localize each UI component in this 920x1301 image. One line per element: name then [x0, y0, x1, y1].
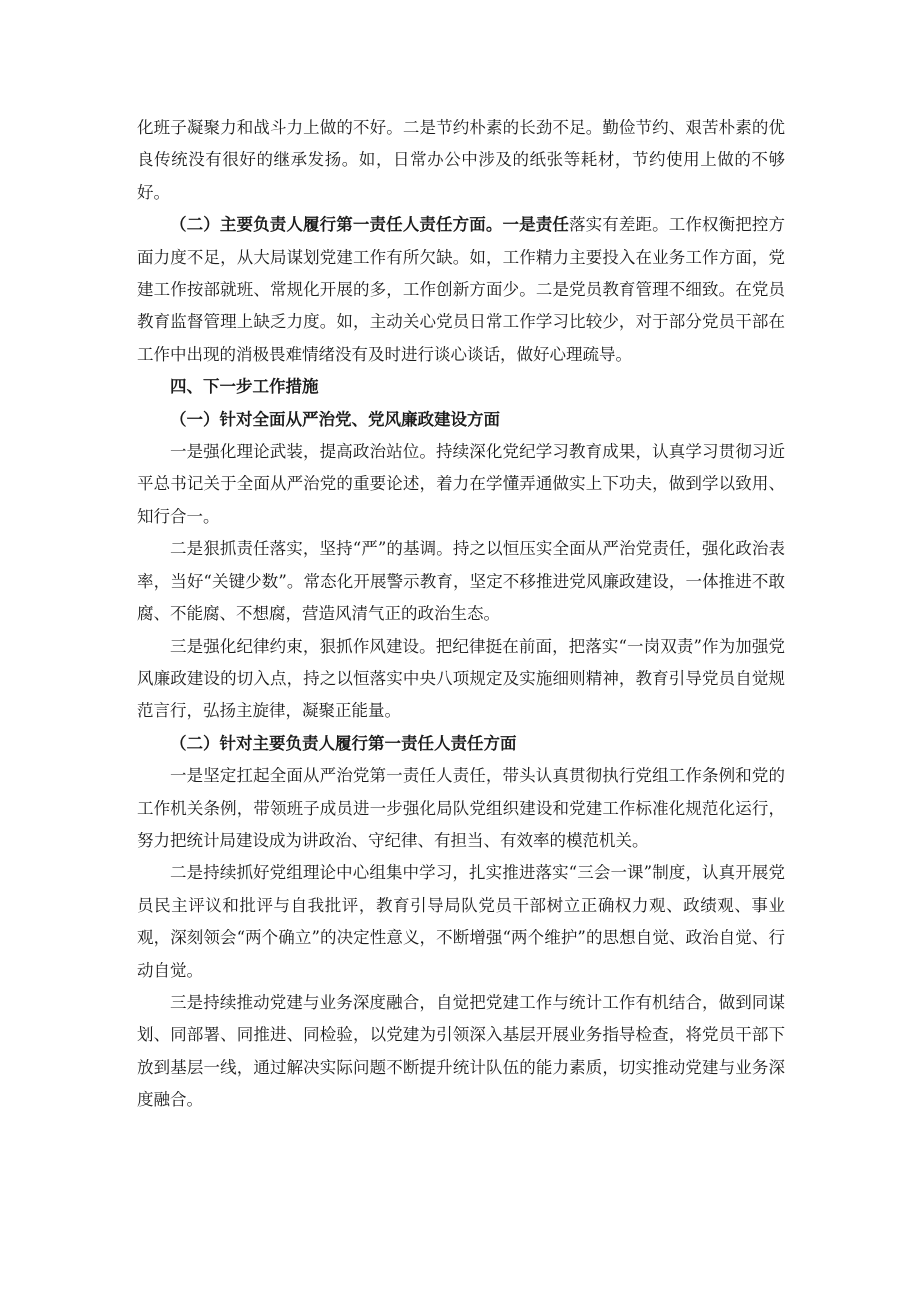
paragraph-measure-2-2: 二是持续抓好党组理论中心组集中学习，扎实推进落实“三会一课”制度，认真开展党员民主评议和批评与自我批评，教育引导局队党员干部树立正确权力观、政绩观、事业观，深刻领会“两个确立”的决定性意义，不断增强“两个维护”的思想自觉、政治自觉、行动自觉。: [137, 863, 785, 980]
section-heading-next-steps: 四、下一步工作措施: [170, 377, 319, 397]
paragraph-measure-1-3: 三是强化纪律约束，狠抓作风建设。把纪律挺在前面，把落实“一岗双责”作为加强党风廉政建设的切入点，持之以恒落实中央八项规定及实施细则精神，教育引导党员自觉规范言行，弘扬主旋律，凝聚正能量。: [137, 636, 785, 721]
paragraph-responsibility-issues: [137, 209, 785, 371]
paragraph-measure-2-3: 三是持续推动党建与业务深度融合，自觉把党建工作与统计工作有机结合，做到同谋划、同部署、同推进、同检验，以党建为引领深入基层开展业务指导检查，将党员干部下放到基层一线，通过解决实际问题不断提升统计队伍的能力素质，切实推动党建与业务深度融合。: [137, 992, 785, 1110]
paragraph-measure-1-2: 二是狠抓责任落实，坚持“严”的基调。持之以恒压实全面从严治党责任，强化政治表率，当好“关键少数”。常态化开展警示教育，坚定不移推进党风廉政建设，一体推进不敢腐、不能腐、不想腐，营造风清气正的政治生态。: [137, 539, 785, 624]
paragraph-continuation: 化班子凝聚力和战斗力上做的不好。二是节约朴素的长劲不足。勤俭节约、艰苦朴素的优良传统没有很好的继承发扬。如，日常办公中涉及的纸张等耗材，节约使用上做的不够好。: [137, 118, 785, 202]
paragraph-measure-1-1: 一是强化理论武装，提高政治站位。持续深化党纪学习教育成果，认真学习贯彻习近平总书记关于全面从严治党的重要论述，着力在学懂弄通做实上下功夫，做到学以致用、知行合一。: [137, 442, 785, 526]
paragraph-lead-bold: （二）主要负责人履行第一责任人责任方面。一是责任: [170, 215, 569, 235]
subsection-heading-2: （二）针对主要负责人履行第一责任人责任方面: [170, 733, 517, 753]
subsection-heading-1: （一）针对全面从严治党、党风廉政建设方面: [170, 409, 500, 429]
paragraph-body: 落实有差距。工作权衡把控方面力度不足，从大局谋划党建工作有所欠缺。如，工作精力主要投入在业务工作方面，党建工作按部就班、常规化开展的多，工作创新方面少。二是党员教育管理不细致。在党员教育监督管理上缺乏力度。如，主动关心党员日常工作学习比较少，对于部分党员干部在工作中出现的消极畏难情绪没有及时进行谈心谈话，做好心理疏导。: [137, 215, 785, 364]
paragraph-measure-2-1: 一是坚定扛起全面从严治党第一责任人责任，带头认真贯彻执行党组工作条例和党的工作机关条例，带领班子成员进一步强化局队党组织建设和党建工作标准化规范化运行，努力把统计局建设成为讲政治、守纪律、有担当、有效率的模范机关。: [137, 766, 785, 850]
document-body: [137, 112, 785, 1117]
